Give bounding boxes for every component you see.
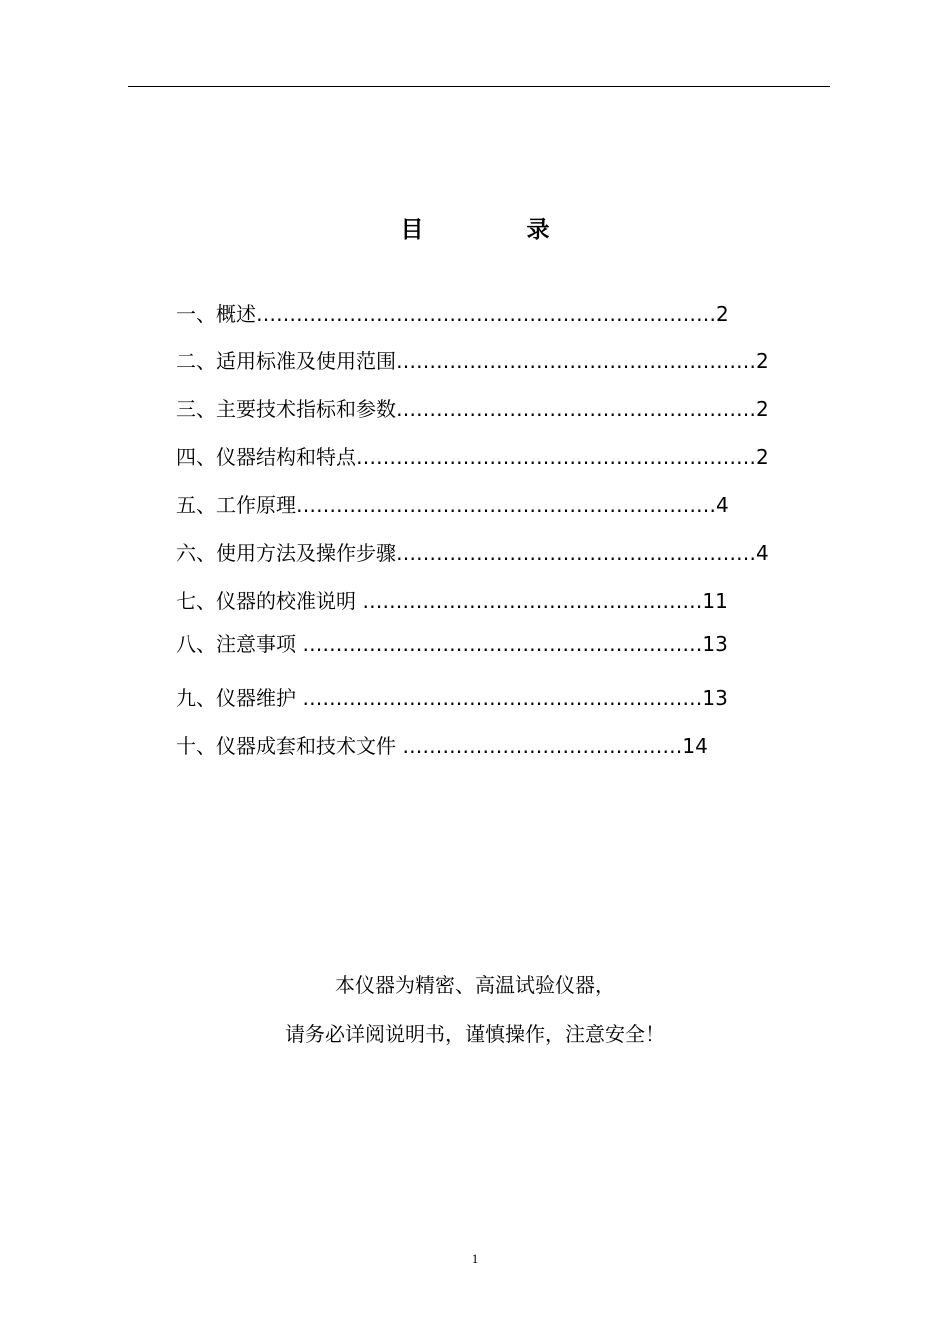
toc-leader: ……………………………………………………… <box>296 493 716 517</box>
toc-page: 2 <box>756 349 769 373</box>
toc-leader: ……………………………………………… <box>396 541 756 565</box>
toc-leader: ……………………………………………… <box>396 349 756 373</box>
toc-entry-4[interactable] <box>176 443 769 471</box>
toc-leader: …………………………………………………… <box>296 686 703 710</box>
toc-label: 六、使用方法及操作步骤 <box>176 541 396 565</box>
toc-page: 4 <box>716 493 729 517</box>
page-number: 1 <box>471 1251 479 1266</box>
header-rule <box>128 86 830 87</box>
toc-entry-3[interactable] <box>176 395 769 423</box>
toc-page: 2 <box>756 445 769 469</box>
toc-page: 13 <box>702 686 728 710</box>
toc-page: 2 <box>756 397 769 421</box>
toc-entry-8[interactable] <box>176 630 728 658</box>
toc-entry-1[interactable] <box>176 300 729 328</box>
toc-title: 目 录 <box>400 217 590 243</box>
toc-label: 十、仪器成套和技术文件 <box>176 734 396 758</box>
toc-entry-7[interactable] <box>176 587 728 615</box>
toc-leader: …………………………………………………… <box>296 632 703 656</box>
toc-leader: ……………………………………………… <box>396 397 756 421</box>
toc-entry-5[interactable] <box>176 491 729 519</box>
toc-leader: …………………………………… <box>396 734 683 758</box>
toc-entry-10[interactable] <box>176 732 708 760</box>
toc-page: 2 <box>716 302 729 326</box>
toc-label: 三、主要技术指标和参数 <box>176 397 396 421</box>
toc-entry-2[interactable] <box>176 347 769 375</box>
toc-label: 四、仪器结构和特点 <box>176 445 356 469</box>
notice-line-1: 本仪器为精密、高温试验仪器， <box>335 973 615 997</box>
toc-page: 11 <box>702 589 728 613</box>
toc-page: 4 <box>756 541 769 565</box>
toc-label: 二、适用标准及使用范围 <box>176 349 396 373</box>
toc-leader: …………………………………………… <box>356 589 703 613</box>
toc-label: 八、注意事项 <box>176 632 296 656</box>
toc-leader: …………………………………………………… <box>356 445 756 469</box>
toc-page: 14 <box>682 734 708 758</box>
toc-label: 五、工作原理 <box>176 493 296 517</box>
toc-page: 13 <box>702 632 728 656</box>
toc-entry-9[interactable] <box>176 684 728 712</box>
toc-entry-6[interactable] <box>176 539 769 567</box>
notice-line-2: 请务必详阅说明书，谨慎操作，注意安全！ <box>285 1022 665 1046</box>
toc-label: 七、仪器的校准说明 <box>176 589 356 613</box>
toc-leader: …………………………………………………………… <box>256 302 716 326</box>
toc-label: 一、概述 <box>176 302 256 326</box>
toc-label: 九、仪器维护 <box>176 686 296 710</box>
